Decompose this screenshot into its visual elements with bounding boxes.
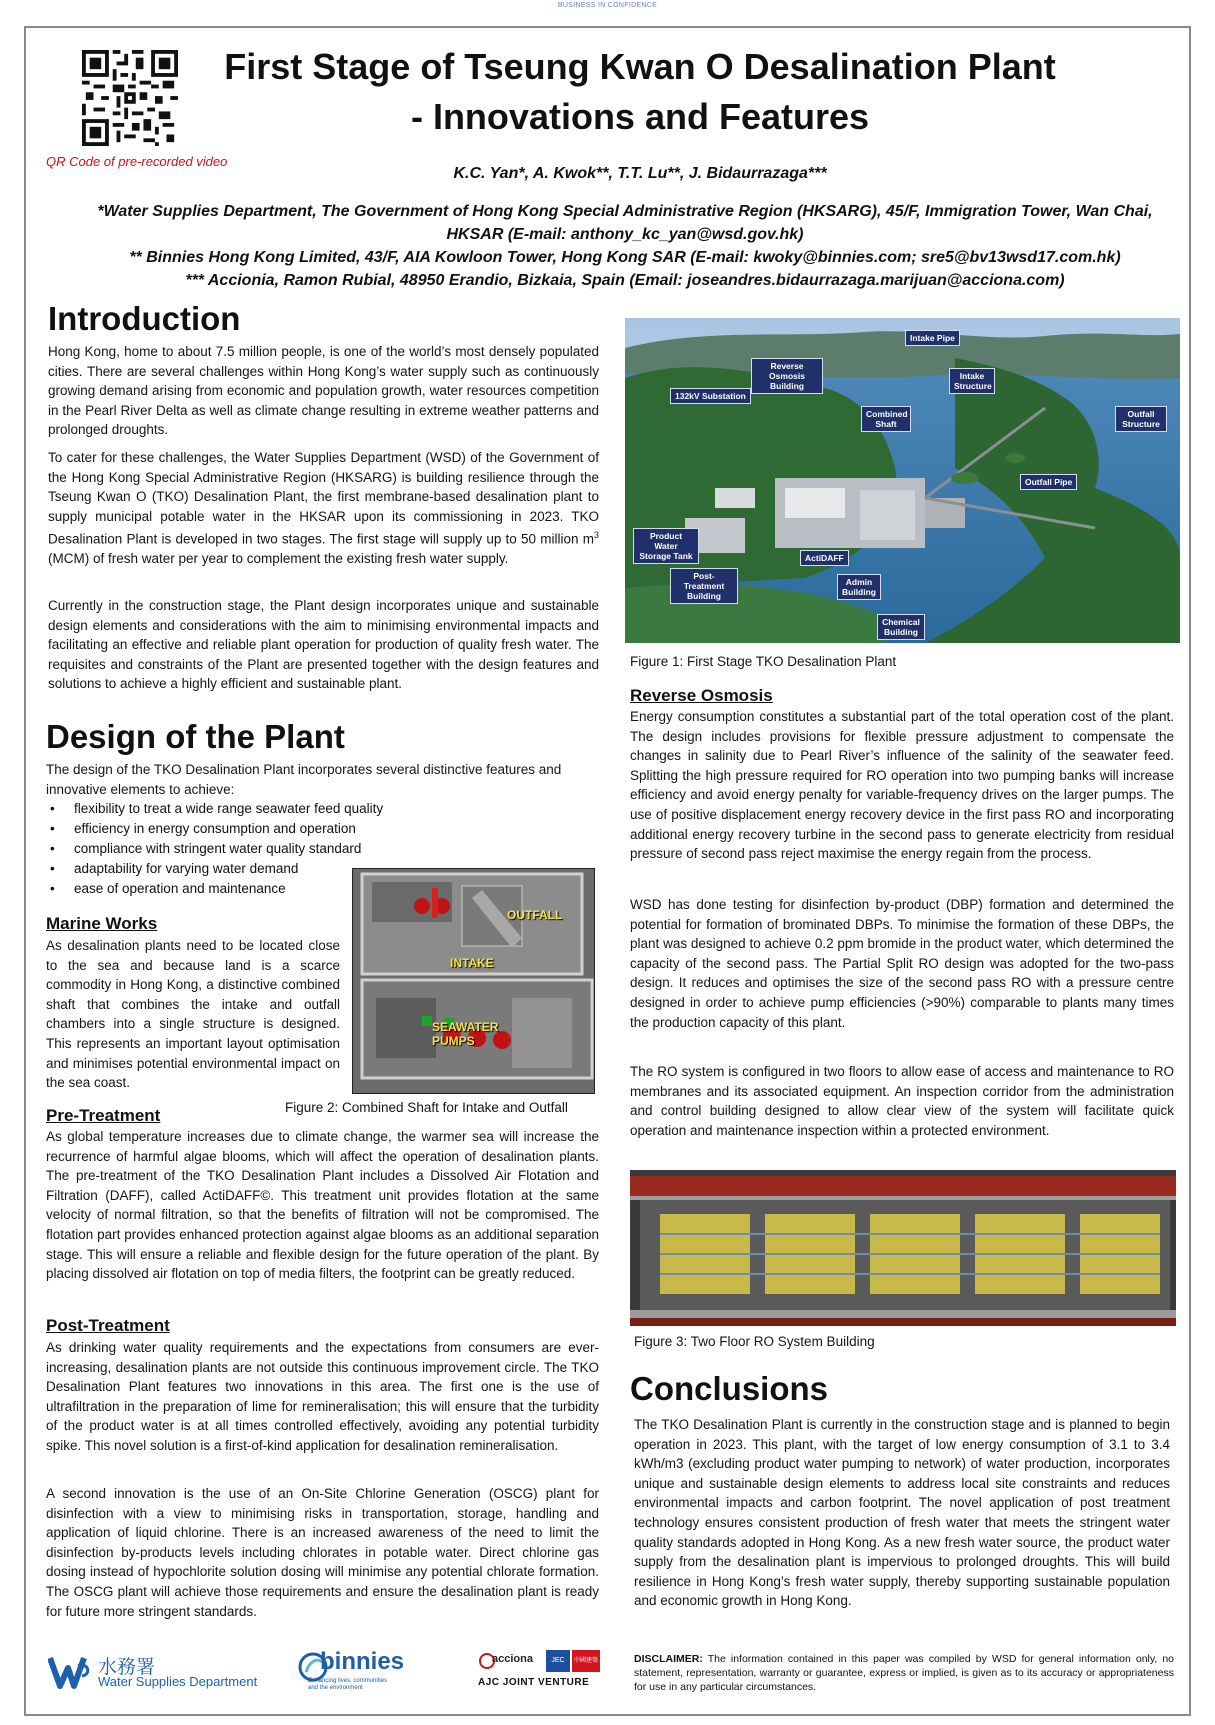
pre-treatment-text: As global temperature increases due to climate change, the warmer sea will increase the recurrence of harmful algae blooms, which will affect the operation of desalination plants. The pre-treatment of the TKO Desalination Plant includes a Dissolved Air Flotation and Filtration (DAFF), called ActiDAFF©. This treatment unit provides flotation at the same velocity of normal filtration, so that the benefits of filtration will not be compromised. The flotation part provides enhanced protection against algae blooms as an additional separation stage. This will ensure a reliable and flexible design for the future operation of the plant. By placing dissolved air flotation on top of media filters, the footprint can be greatly reduced.	[46, 1129, 599, 1282]
introduction-heading: Introduction	[48, 300, 241, 337]
figure-2-outfall-label: OUTFALL	[507, 908, 563, 922]
introduction-paragraph-2: To cater for these challenges, the Water Supplies Department (WSD) of the Government of the Hong Kong Special Administrative Region (HKSARG) is building resilience through the Tseung Kwan O (TKO) Desalination Plant, the first membrane-based desalination plant to supply municipal potable water in the HKSAR upon its commissioning in 2023. TKO Desalination Plant is developed in two stages. The first stage will supply up to 50 million $m^3$ (MCM) of fresh water per year to complement the existing fresh water supply.	[48, 450, 599, 567]
poster-title	[200, 42, 1080, 142]
figure-1-chemical-label: Chemical Building	[877, 614, 925, 640]
figure-3-caption: Figure 3: Two Floor RO System Building	[634, 1334, 875, 1349]
binnies-tagline: Enhancing lives, communities and the environment	[308, 1678, 388, 1691]
ajc-jv-logo	[478, 1650, 608, 1694]
authors: K.C. Yan*, A. Kwok**, T.T. Lu**, J. Bidaurrazaga***	[453, 165, 827, 182]
wsd-chinese-name: 水務署	[98, 1656, 156, 1678]
ajc-joint-venture-label: AJC JOINT VENTURE	[478, 1677, 590, 1688]
title-line-2: - Innovations and Features	[410, 96, 870, 137]
figure-1-actidaff-label: ActiDAFF	[800, 550, 849, 566]
affiliation-3: *** Accionia, Ramon Rubial, 48950 Erandio, Bizkaia, Spain (Email: joseandres.bidaurrazaga.marijuan@acciona.com)	[185, 272, 1065, 289]
figure-2-intake-label: INTAKE	[450, 956, 494, 970]
title-line-1: First Stage of Tseung Kwan O Desalination Plant	[224, 46, 1056, 87]
figure-2-combined-shaft-image	[352, 868, 595, 1094]
reverse-osmosis-heading: Reverse Osmosis	[630, 686, 773, 705]
figure-1-intake-pipe-label: Intake Pipe	[905, 330, 960, 346]
disclaimer	[634, 1652, 1174, 1694]
figure-1-caption: Figure 1: First Stage TKO Desalination Plant	[630, 654, 897, 669]
qr-code[interactable]	[82, 50, 178, 146]
classification-tag: BUSINESS IN CONFIDENCE	[557, 2, 658, 9]
introduction-paragraph-1: Hong Kong, home to about 7.5 million people, is one of the world’s most densely populated cities. There are several challenges within Hong Kong’s water supply such as continuously growing demand arising from economic and population growth, water resources competition in the Pearl River Delta as well as climate change resulting in extreme weather patterns and prolonged droughts.	[48, 344, 599, 438]
design-intro: The design of the TKO Desalination Plant incorporates several distinctive features and innovative elements to achieve:	[46, 762, 562, 797]
post-treatment-paragraph-1: As drinking water quality requirements and the expectations from consumers are ever-increasing, desalination plants are not outside this continuous improvement circle. The TKO Desalination Plant features two innovations in this area. The first one is the use of ultrafiltration in the preparation of lime for remineralisation; this will ensure that the turbidity of the product water is at all times controlled effectively, avoiding any potential turbidity spike. This novel solution is a first-of-kind application for desalination remineralisation.	[46, 1340, 599, 1453]
figure-1-combined-shaft-label: Combined Shaft	[861, 406, 911, 432]
post-treatment-heading: Post-Treatment	[46, 1316, 170, 1335]
wsd-logo	[48, 1652, 268, 1692]
figure-1-admin-label: Admin Building	[837, 574, 881, 600]
conclusions-heading: Conclusions	[630, 1370, 829, 1407]
reverse-osmosis-paragraph-2: WSD has done testing for disinfection by-product (DBP) formation and determined the potential for formation of brominated DBPs. To minimise the formation of these DBPs, the plant was designed to achieve 0.2 ppm bromide in the product water, which determined the capacity of the second pass. The Partial Split RO design was adopted for the two-pass design. It reduces and optimises the size of the second pass RO with a pressure centre designed in order to achieve pump efficiencies (>90%) comparable to plants many times the production capacity of this plant.	[630, 897, 1174, 1030]
figure-2-seawater-label: SEAWATER	[432, 1020, 499, 1034]
figure-1-ro-building-label: Reverse Osmosis Building	[751, 358, 823, 394]
figure-2-caption: Figure 2: Combined Shaft for Intake and Outfall	[285, 1100, 568, 1115]
design-goal-item: • efficiency in energy consumption and operation	[46, 819, 406, 839]
affiliation-2: ** Binnies Hong Kong Limited, 43/F, AIA Kowloon Tower, Hong Kong SAR (E-mail: kwoky@binnies.com; sre5@bv13wsd17.com.hk)	[129, 249, 1121, 266]
figure-3-ro-building-image	[630, 1170, 1176, 1326]
reverse-osmosis-paragraph-1: Energy consumption constitutes a substantial part of the total operation cost of the plant. The design includes provisions for flexible pressure adjustment to compensate the changes in salinity due to Pearl River’s influence of the salinity of the seawater feed. Splitting the high pressure required for RO operation into two pumping banks will increase efficiency and avoid energy penalty for variable-frequency drives on the larger pumps. The use of positive displacement energy recovery device in the first pass RO and incorporating additional energy recovery turbine in the second pass to generate electricity from residual pressure of second pass reject maximise the energy regain from the process.	[630, 709, 1174, 862]
qr-caption: QR Code of pre-recorded video	[46, 154, 228, 169]
wsd-english-name: Water Supplies Department	[98, 1674, 258, 1689]
wsd-emblem-icon	[48, 1654, 92, 1690]
figure-1-plant-image	[625, 318, 1180, 643]
jec-logo: JEC	[546, 1650, 570, 1672]
pre-treatment-heading: Pre-Treatment	[46, 1106, 161, 1125]
introduction-paragraph-3: Currently in the construction stage, the Plant design incorporates unique and sustainable design elements and considerations with the aim to minimising environmental impacts and facilitating an effective and reliable plant operation for production of quality fresh water. The requisites and constraints of the Plant are presented together with the design features and solutions to achieve a highly efficient and sustainable plant.	[48, 598, 599, 692]
figure-1-intake-structure-label: Intake Structure	[949, 368, 995, 394]
acciona-name: acciona	[492, 1653, 533, 1665]
marine-works-text: As desalination plants need to be located close to the sea and because land is a scarce commodity in Hong Kong, a distinctive combined shaft that combines the intake and outfall chambers into a single structure is designed. This represents an important layout optimisation and minimises potential environmental impact on the sea coast.	[46, 938, 340, 1091]
marine-works-heading: Marine Works	[46, 914, 158, 933]
reverse-osmosis-paragraph-3: The RO system is configured in two floors to allow ease of access and maintenance to RO membranes and its associated equipment. An inspection corridor from the administration and control building designed to allow clear view of the system will facilitate quick operation and maintenance inspection within a protected environment.	[630, 1064, 1174, 1138]
design-goal-item: • flexibility to treat a wide range seawater feed quality	[46, 799, 406, 819]
figure-1-product-tank-label: Product Water Storage Tank	[633, 528, 699, 564]
post-treatment-paragraph-2: A second innovation is the use of an On-Site Chlorine Generation (OSCG) plant for disinfection with a view to minimising risks in transportation, storage, handling and application of liquid chlorine. There is an increased awareness of the need to limit the disinfection by-products levels including chlorates in potable water. Direct chlorine gas dosing instead of hypochlorite solution dosing will minimise any potential chlorate formation. The OSCG plant will achieve those requirements and ensure the desalination plant is ready for future more stringent standards.	[46, 1486, 599, 1619]
figure-1-post-treatment-label: Post-Treatment Building	[670, 568, 738, 604]
binnies-name: binnies	[320, 1648, 405, 1675]
figure-1-outfall-pipe-label: Outfall Pipe	[1020, 474, 1077, 490]
cscec-logo: 中國建築	[572, 1650, 600, 1672]
conclusions-text: The TKO Desalination Plant is currently in the construction stage and is planned to begin operation in 2023. This plant, with the target of low energy consumption of 3.1 to 3.4 kWh/m3 (excluding product water pumping to network) of water production, incorporates unique and sustainable design elements to address local site constraints and reduces environmental impacts and carbon footprint. The novel application of post treatment technology ensures consistent production of fresh water that meets the stringent water quality standards adopted in Hong Kong. As a new fresh water source, the product water supply from the desalination plant is impervious to prolonged droughts. This will build resilience in Hong Kong’s fresh water supply, thereby supporting sustainable population and economic growth in Hong Kong.	[634, 1417, 1170, 1609]
binnies-logo	[298, 1648, 428, 1692]
figure-1-substation-label: 132kV Substation	[670, 388, 751, 404]
figure-1-outfall-structure-label: Outfall Structure	[1115, 406, 1167, 432]
design-goal-item: • ease of operation and maintenance	[46, 879, 406, 899]
disclaimer-text: The information contained in this paper was compiled by WSD for general information only, no statement, representation, warranty or guarantee, express or implied, is given as to its accuracy or appropriateness for use in any particular circumstances.	[634, 1653, 1174, 1693]
disclaimer-label: DISCLAIMER:	[634, 1653, 703, 1665]
affiliation-1-email: HKSAR (E-mail: anthony_kc_yan@wsd.gov.hk)	[446, 226, 804, 243]
design-heading: Design of the Plant	[46, 718, 345, 755]
design-goal-item: • adaptability for varying water demand	[46, 859, 406, 879]
design-goal-item: • compliance with stringent water quality standard	[46, 839, 406, 859]
affiliation-1: *Water Supplies Department, The Government of Hong Kong Special Administrative Region (HKSARG), 45/F, Immigration Tower, Wan Chai,	[97, 203, 1153, 220]
figure-2-pumps-label: PUMPS	[432, 1034, 475, 1048]
